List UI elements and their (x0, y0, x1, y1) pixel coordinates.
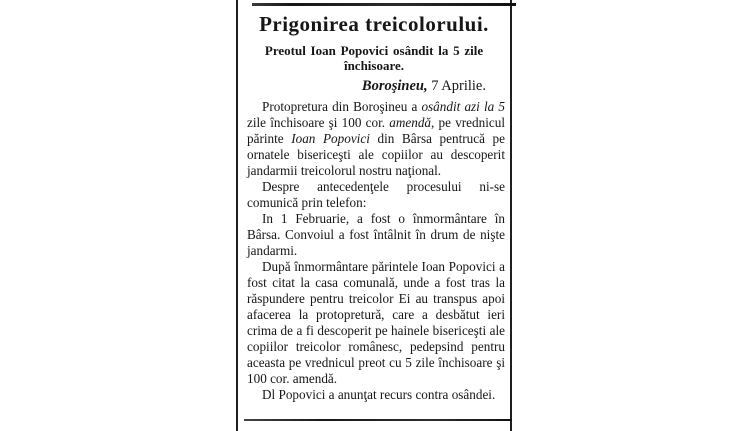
article-paragraph (247, 99, 505, 179)
dateline-place: Boroşineu, (361, 78, 428, 94)
article-dateline (238, 78, 486, 94)
text-segment: zile închisoare şi 100 cor. (247, 115, 390, 130)
dateline-date: 7 Aprilie. (427, 78, 486, 94)
article-paragraph (247, 259, 505, 387)
top-rule (252, 3, 516, 6)
text-segment: Protopretura din Boroşineu a (262, 99, 422, 114)
text-segment: , pe vrednicul părinte (247, 115, 505, 146)
italic-text-segment: amendă (389, 115, 432, 130)
italic-text-segment: osândit azi la 5 (421, 99, 505, 114)
article-subtitle: Preotul Ioan Popovici osândit la 5 zile închisoare. (264, 43, 484, 73)
text-segment: După înmormântare părintele Ioan Popovici a fost citat la casa comunală, unde a fost tras la răspundere pentru treicolor Ei au transpus apoi afacerea la protopretură, care a desbătut ieri crima de a fi descoperit pe hainele bisericeşti ale copiilor treicolor românesc, pedepsind pentru aceasta pe vrednicul preot cu 5 zile închisoare şi 100 cor. amendă. (247, 259, 505, 386)
article-title: Prigonirea treicolorului. (259, 12, 489, 36)
text-segment: Dl Popovici a anunţat recurs contra osândei. (262, 387, 496, 402)
text-segment: din Bârsa pentrucă pe ornatele bisericeşti ale copiilor au descoperit jandarmii treicolorul nostru naţional. (247, 131, 505, 178)
article-paragraph (247, 387, 505, 403)
article-paragraph (247, 211, 505, 259)
article-body (238, 99, 510, 403)
bottom-rule (244, 419, 512, 421)
italic-text-segment: Ioan Popovici (291, 131, 370, 146)
text-segment: Despre antecedenţele procesului ni-se comunică prin telefon: (247, 179, 505, 210)
article-paragraph (247, 179, 505, 211)
text-segment: In 1 Februarie, a fost o înmormântare în Bârsa. Convoiul a fost întâlnit în drum de nişte jandarmi. (247, 211, 505, 258)
article-column (236, 0, 512, 431)
